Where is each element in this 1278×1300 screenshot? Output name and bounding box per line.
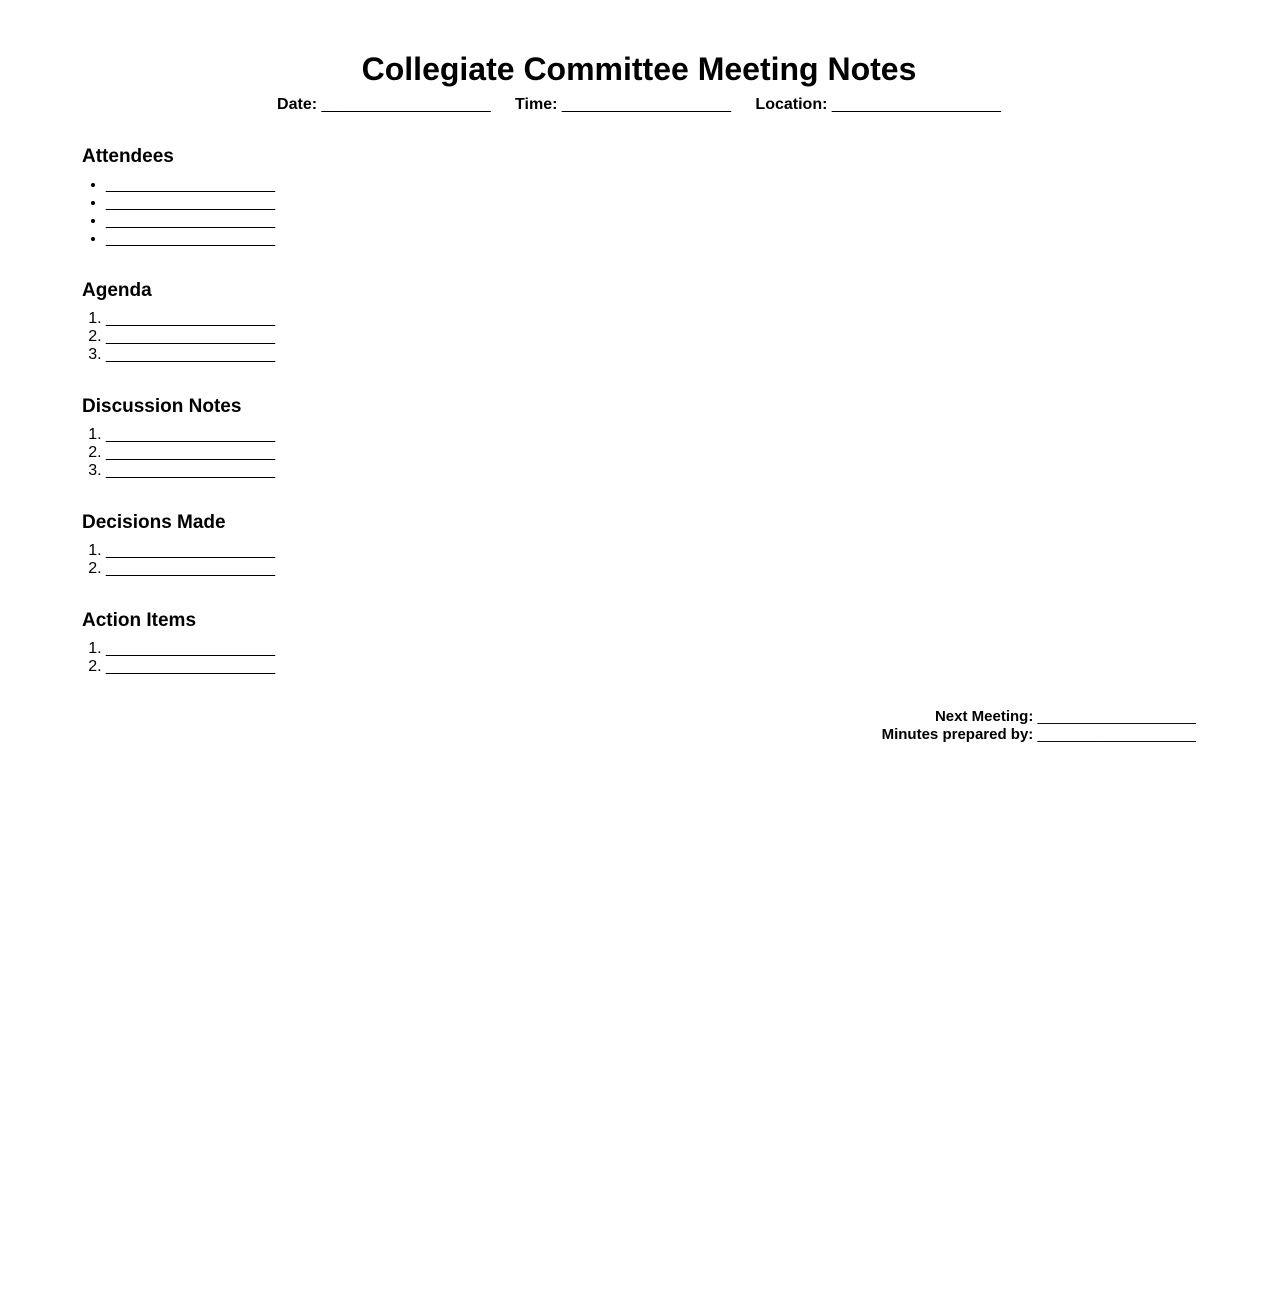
attendees-section bbox=[82, 146, 275, 248]
decisions-section bbox=[82, 512, 275, 578]
discussion-notes-section bbox=[82, 396, 275, 480]
attendees-heading: Attendees bbox=[82, 146, 174, 167]
decision-item[interactable]: 1. ___________________ bbox=[106, 542, 275, 560]
discussion-notes-list bbox=[82, 426, 275, 480]
date-label: Date: bbox=[277, 96, 318, 113]
meeting-meta-row bbox=[0, 95, 1278, 115]
prepared-by-field bbox=[882, 726, 1196, 744]
action-item[interactable]: 1. ___________________ bbox=[106, 640, 275, 658]
decisions-list bbox=[82, 542, 275, 578]
attendee-item[interactable]: • ___________________ bbox=[106, 194, 275, 212]
footer bbox=[882, 708, 1196, 744]
action-items-heading: Action Items bbox=[82, 610, 197, 631]
attendee-item[interactable]: • ___________________ bbox=[106, 212, 275, 230]
attendee-item[interactable]: • ___________________ bbox=[106, 176, 275, 194]
agenda-item[interactable]: 1. ___________________ bbox=[106, 310, 275, 328]
time-blank[interactable]: ___________________ bbox=[561, 96, 731, 113]
location-label: Location: bbox=[755, 96, 828, 113]
location-blank[interactable]: ___________________ bbox=[831, 96, 1001, 113]
decision-item[interactable]: 2. ___________________ bbox=[106, 560, 275, 578]
agenda-item[interactable]: 3. ___________________ bbox=[106, 346, 275, 364]
agenda-heading: Agenda bbox=[82, 280, 152, 301]
next-meeting-blank[interactable]: ___________________ bbox=[1037, 708, 1196, 725]
agenda-item[interactable]: 2. ___________________ bbox=[106, 328, 275, 346]
discussion-note-item[interactable]: 3. ___________________ bbox=[106, 462, 275, 480]
next-meeting-field bbox=[882, 708, 1196, 726]
next-meeting-label: Next Meeting: bbox=[934, 708, 1034, 725]
location-field bbox=[755, 95, 1001, 115]
attendees-list bbox=[82, 176, 275, 248]
date-field bbox=[277, 95, 491, 115]
decisions-heading: Decisions Made bbox=[82, 512, 226, 533]
prepared-by-blank[interactable]: ___________________ bbox=[1037, 726, 1196, 743]
action-item[interactable]: 2. ___________________ bbox=[106, 658, 275, 676]
agenda-section bbox=[82, 280, 275, 364]
prepared-by-label: Minutes prepared by: bbox=[881, 726, 1034, 743]
time-field bbox=[515, 95, 731, 115]
time-label: Time: bbox=[515, 96, 558, 113]
date-blank[interactable]: ___________________ bbox=[321, 96, 491, 113]
agenda-list bbox=[82, 310, 275, 364]
discussion-notes-heading: Discussion Notes bbox=[82, 396, 242, 417]
discussion-note-item[interactable]: 2. ___________________ bbox=[106, 444, 275, 462]
attendee-item[interactable]: • ___________________ bbox=[106, 230, 275, 248]
discussion-note-item[interactable]: 1. ___________________ bbox=[106, 426, 275, 444]
action-items-list bbox=[82, 640, 275, 676]
page-title: Collegiate Committee Meeting Notes bbox=[361, 51, 917, 87]
action-items-section bbox=[82, 610, 275, 676]
